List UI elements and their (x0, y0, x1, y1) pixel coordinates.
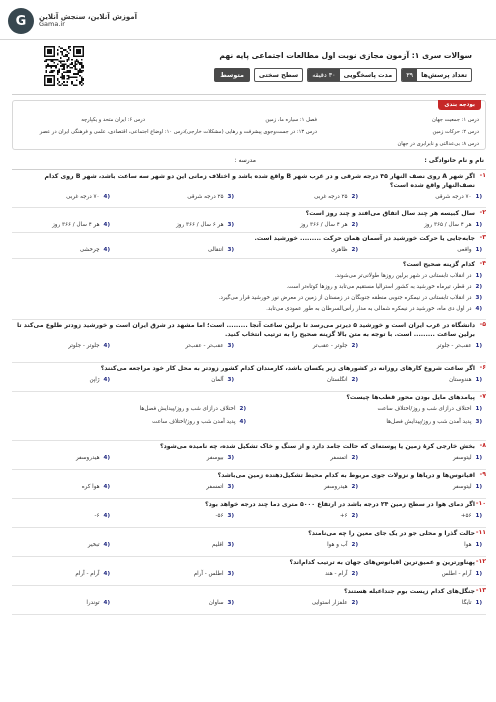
option-label: چرخشی (79, 247, 100, 253)
option-number: 2) (351, 571, 358, 577)
option-number: 4) (103, 194, 110, 200)
question-text: پهناورترین و عمیق‌ترین اقیانوس‌های جهان به ترتیب کدام‌اند؟ (289, 559, 475, 566)
chapter-item: درس ۱۰: اوضاع اجتماعی، اقتصادی، علمی و فرهنگی ایران در عصر (39, 129, 185, 135)
option-label: آلمان (211, 377, 224, 383)
option-label: هیدروسفر (75, 455, 100, 461)
question-text: بخش خارجی کرهٔ زمین یا پوسته‌ای که حالت جامد دارد و از سنگ و خاک تشکیل شده، چه نامیده می‌شود؟ (160, 443, 475, 450)
question-text: اقیانوس‌ها و دریاها و نزولات جوی مربوط به کدام محیط تشکیل‌دهنده زمین می‌باشد؟ (217, 472, 475, 479)
option-number: 1) (475, 194, 482, 200)
question-item (12, 234, 486, 259)
option-number: 2) (351, 542, 358, 548)
option-number: 4) (103, 571, 110, 577)
option-number: 2) (351, 247, 358, 253)
option-label: انگلستان (327, 377, 348, 383)
option-number: 4) (239, 419, 246, 425)
option-number: 4) (103, 222, 110, 228)
question-text: جابه‌جایی یا حرکت خورشید در آسمان همان حرکت ......... خورشید است. (254, 235, 475, 242)
option-label: اختلاف درازای شب و روز/اختلاف ساعت (377, 406, 472, 412)
option-label: در قطر، تیرماه خورشید به کشور استرالیا مستقیم می‌تابد و روزها کوتاه‌تر است. (286, 284, 472, 290)
answer-option[interactable] (266, 306, 482, 312)
difficulty-chip: سطح سختی (254, 68, 303, 82)
option-number: 1) (475, 343, 482, 349)
option-label: واقعی (457, 247, 472, 253)
option-label: ظاهری (330, 247, 348, 253)
chapter-item: درس ۶: ایران متحد و یکپارچه (81, 117, 145, 123)
option-number: 1) (475, 513, 482, 519)
question-text: کدام گزینه صحیح است؟ (402, 261, 475, 268)
answer-option[interactable] (152, 419, 246, 425)
chapter-budget-tag: بودجه بندی (438, 100, 481, 110)
option-label: آرام - هند (325, 571, 348, 577)
answer-option[interactable] (187, 194, 234, 200)
answer-option[interactable] (327, 542, 358, 548)
answer-option[interactable] (340, 513, 358, 519)
option-label: اقلیم (212, 542, 224, 548)
option-number: 4) (103, 343, 110, 349)
question-number: -۵ (479, 321, 486, 328)
answer-option[interactable] (330, 455, 358, 461)
answer-option[interactable] (324, 484, 358, 490)
option-label: آرام - اطلس (441, 571, 472, 577)
option-label: آرام - آرام (75, 571, 100, 577)
duration: ۳۰ دقیقه (308, 69, 339, 81)
chapter-item: درس ۱۳: در جست‌وجوی پیشرفت و رهایی (مشکلات خارجی) (184, 129, 317, 135)
option-label: هوا کره (81, 484, 100, 490)
exam-header (12, 42, 486, 92)
chapter-budget-box (12, 100, 486, 150)
option-number: 4) (103, 455, 110, 461)
option-label: هندوستان (449, 377, 472, 383)
answer-option[interactable] (462, 600, 482, 606)
school-label: مدرسه : (234, 157, 256, 164)
option-number: 4) (103, 600, 110, 606)
student-name-label: نام و نام خانوادگی : (424, 157, 484, 164)
student-info-row (12, 154, 486, 168)
option-number: 3) (475, 295, 482, 301)
option-label: تبخیر (87, 542, 100, 548)
answer-option[interactable] (327, 377, 358, 383)
option-number: 2) (351, 194, 358, 200)
option-label: هر ۴ سال / ۳۶۵ روز (424, 222, 472, 228)
question-number: -۹ (479, 471, 486, 478)
answer-option[interactable] (453, 484, 482, 490)
option-number: 1) (475, 600, 482, 606)
option-number: 4) (103, 247, 110, 253)
answer-option[interactable] (208, 247, 234, 253)
option-number: 3) (227, 484, 234, 490)
chapter-item: درس ۲: حرکات زمین (432, 129, 479, 135)
question-item (12, 500, 486, 528)
top-bar (0, 0, 496, 40)
brand-site: Gama.ir (39, 20, 65, 29)
answer-option[interactable] (75, 571, 110, 577)
answer-option[interactable] (435, 194, 482, 200)
option-number: 2) (351, 455, 358, 461)
option-number: 2) (239, 406, 246, 412)
question-number: -۱۲ (475, 558, 486, 565)
difficulty-badge: متوسط (214, 68, 250, 82)
chapter-item: درس ۱: جمعیت جهان (432, 117, 479, 123)
option-number: 2) (351, 222, 358, 228)
question-item (12, 529, 486, 557)
answer-option[interactable] (82, 484, 110, 490)
option-label: ژاپن (89, 377, 100, 383)
question-text: اگر دمای هوا در سطح زمین ۲۴ درجه باشد در ارتفاع ۵۰۰۰ متری دما چند درجه خواهد بود؟ (205, 501, 475, 508)
option-label: انتقالی (207, 247, 224, 253)
answer-option[interactable] (207, 455, 234, 461)
answer-option[interactable] (209, 600, 234, 606)
answer-option[interactable] (216, 513, 235, 519)
option-label: عقب‌تر - جلوتر (436, 343, 472, 349)
option-label: بیوسفر (206, 455, 224, 461)
question-text: اگر ساعت شروع کارهای روزانه در کشورهای زیر یکسان باشد، کارمندان کدام کشور زودتر به محل کار خود مراجعه می‌کنند؟ (100, 365, 475, 372)
option-label: اتمسفر (330, 455, 348, 461)
question-text: اگر شهر A روی نصف النهار ۴۵ درجه شرقی و در غرب شهر B واقع شده باشد و اختلاف زمانی این دو شهر سه ساعت باشد، شهر B روی کدام نصف‌النهار واقع شده است؟ (44, 173, 475, 189)
option-label: اطلس - آرام (193, 571, 224, 577)
option-number: 1) (475, 571, 482, 577)
option-label: ۶+ (339, 513, 348, 519)
answer-option[interactable] (286, 284, 482, 290)
answer-option[interactable] (52, 222, 110, 228)
question-item (12, 364, 486, 392)
answer-option[interactable] (457, 247, 482, 253)
option-label: در انقلاب تابستانی در نیمکره جنوبی منطقه جنوبگان در زمستان از زمین در معرض نور خورشید قرار می‌گیرد. (218, 295, 472, 301)
answer-option[interactable] (212, 542, 234, 548)
option-number: 3) (227, 542, 234, 548)
answer-option[interactable] (325, 571, 358, 577)
option-number: 1) (475, 247, 482, 253)
option-number: 4) (103, 484, 110, 490)
question-text: سال کبیسه هر چند سال اتفاق می‌افتد و چند روز است؟ (305, 210, 475, 217)
answer-option[interactable] (140, 406, 246, 412)
answer-option[interactable] (68, 343, 110, 349)
option-label: لیتوسفر (452, 484, 472, 490)
option-label: ۲۵ درجه شرقی (187, 194, 224, 200)
question-text: پیامدهای مایل بودن محور قطب‌ها چیست؟ (346, 394, 475, 401)
option-label: علفزار استوایی (311, 600, 348, 606)
answer-option[interactable] (88, 542, 110, 548)
answer-option[interactable] (66, 194, 110, 200)
answer-option[interactable] (449, 377, 482, 383)
question-item (12, 587, 486, 615)
option-number: 4) (103, 513, 110, 519)
answer-option[interactable] (313, 343, 358, 349)
option-label: ۵۶- (215, 513, 224, 519)
question-item (12, 558, 486, 586)
divider (12, 94, 486, 95)
option-label: ۵۶+ (460, 513, 472, 519)
answer-option[interactable] (300, 222, 358, 228)
option-number: 1) (475, 377, 482, 383)
option-number: 2) (351, 377, 358, 383)
option-label: پدید آمدن شب و روز/اختلاف ساعت (152, 419, 236, 425)
option-number: 1) (475, 222, 482, 228)
answer-option[interactable] (219, 295, 482, 301)
question-number: -۲ (479, 209, 486, 216)
option-label: ۶- (94, 513, 100, 519)
option-label: آب و هوا (327, 542, 348, 548)
exam-info-chips (214, 68, 472, 82)
answer-option[interactable] (331, 247, 358, 253)
option-label: عقب‌تر - عقب‌تر (185, 343, 224, 349)
option-number: 2) (351, 343, 358, 349)
answer-option[interactable] (211, 377, 234, 383)
option-number: 1) (475, 542, 482, 548)
option-label: توندرا (86, 600, 100, 606)
option-label: هیدروسفر (323, 484, 348, 490)
answer-option[interactable] (461, 513, 482, 519)
option-number: 3) (227, 222, 234, 228)
option-number: 3) (227, 247, 234, 253)
option-number: 2) (351, 600, 358, 606)
answer-option[interactable] (206, 484, 234, 490)
answer-option[interactable] (442, 571, 482, 577)
option-label: تایگا (461, 600, 472, 606)
chapter-item: فصل ۱: سیاره ما، زمین (265, 117, 317, 123)
duration-chip: مدت پاسخگویی ۳۰ دقیقه (307, 68, 397, 82)
option-number: 2) (351, 513, 358, 519)
question-text: جنگل‌های کدام زیست بوم جنداعبله هستند؟ (344, 588, 475, 595)
answer-option[interactable] (80, 247, 110, 253)
question-text: حالت گذرا و محلی جو در یک جای معین را چه می‌نامند؟ (308, 530, 475, 537)
option-label: جلوتر - عقب‌تر (312, 343, 348, 349)
answer-option[interactable] (464, 542, 482, 548)
question-item (12, 393, 486, 441)
divider (12, 169, 486, 170)
question-number: -۱۳ (475, 587, 486, 594)
option-number: 3) (227, 513, 234, 519)
question-number: -۳ (479, 234, 486, 241)
answer-option[interactable] (95, 513, 111, 519)
option-label: اتمسفر (206, 484, 224, 490)
question-number: -۴ (479, 260, 486, 267)
answer-option[interactable] (378, 406, 483, 412)
answer-option[interactable] (453, 455, 482, 461)
option-number: 3) (475, 419, 482, 425)
answer-option[interactable] (312, 600, 358, 606)
question-text: دانشگاه در غرب ایران است و خورشید ۵ دیرتر می‌رسد تا برلین ساعت آنجا ......... است؛ اما مشهد در شرق ایران است و خورشید زودتر طلوع می‌کند تا برلین ساعت ......... است. با توجه به متن بالا گزینه صحیح را به ترتیب انتخاب کنید. (16, 322, 475, 338)
answer-option[interactable] (335, 273, 482, 279)
option-label: ۷۰ درجه شرقی (435, 194, 472, 200)
option-number: 4) (103, 377, 110, 383)
option-number: 3) (227, 571, 234, 577)
option-number: 2) (475, 284, 482, 290)
question-count-chip: تعداد پرسش‌ها ۳۹ (401, 68, 472, 82)
answer-option[interactable] (314, 194, 358, 200)
option-number: 4) (103, 542, 110, 548)
option-number: 1) (475, 455, 482, 461)
question-number: -۱ (479, 172, 486, 179)
option-label: اختلاف درازای شب و روز/پیدایش فصل‌ها (139, 406, 236, 412)
question-number: -۱۱ (475, 529, 486, 536)
option-number: 2) (351, 484, 358, 490)
question-item (12, 471, 486, 499)
option-label: ۷۰ درجه غربی (66, 194, 100, 200)
question-number: -۶ (479, 364, 486, 371)
question-item (12, 260, 486, 320)
option-number: 3) (227, 600, 234, 606)
gama-logo-icon: G (8, 8, 34, 34)
option-label: هر ۴ سال / ۳۶۶ روز (52, 222, 100, 228)
question-number: -۸ (479, 442, 486, 449)
exam-title: سوالات سری ۱: آزمون مجازی نوبت اول مطالعات اجتماعی پایه نهم (219, 51, 472, 60)
option-label: جلوتر - جلوتر (68, 343, 100, 349)
answer-option[interactable] (424, 222, 482, 228)
answer-option[interactable] (76, 455, 110, 461)
option-label: لیتوسفر (452, 455, 472, 461)
answer-option[interactable] (386, 419, 482, 425)
option-label: ساوان (208, 600, 224, 606)
question-count: ۳۹ (402, 69, 417, 81)
answer-option[interactable] (185, 343, 234, 349)
chapter-item: درس ۸: بی‌عدالتی و نابرابری در جهان (397, 141, 479, 147)
answer-option[interactable] (437, 343, 482, 349)
question-number: -۱۰ (475, 500, 486, 507)
brand[interactable] (8, 8, 137, 34)
option-number: 3) (227, 377, 234, 383)
option-label: در انقلاب تابستانی در شهر برلین روزها طولانی‌تر می‌شوند. (334, 273, 472, 279)
answer-option[interactable] (194, 571, 234, 577)
option-label: پدید آمدن شب و روز/پیدایش فصل‌ها (386, 419, 472, 425)
question-item (12, 442, 486, 470)
option-number: 1) (475, 273, 482, 279)
question-item (12, 209, 486, 233)
question-item (12, 172, 486, 208)
option-number: 3) (227, 343, 234, 349)
option-label: هر ۴ سال / ۳۶۶ روز (300, 222, 348, 228)
option-number: 4) (475, 306, 482, 312)
option-label: هوا (464, 542, 472, 548)
qr-code-icon (44, 46, 84, 86)
option-number: 1) (475, 406, 482, 412)
answer-option[interactable] (176, 222, 234, 228)
option-label: در اول دی ماه، خورشید در نیمکره شمالی به مدار رأس‌السرطان به طور عمودی می‌تابد. (266, 306, 472, 312)
brand-name: آموزش آنلاین، سنجش آنلاین (39, 13, 138, 22)
option-number: 3) (227, 455, 234, 461)
answer-option[interactable] (89, 377, 110, 383)
answer-option[interactable] (86, 600, 110, 606)
option-number: 3) (227, 194, 234, 200)
option-label: ۲۵ درجه غربی (314, 194, 348, 200)
question-item (12, 321, 486, 363)
option-label: هر ۶ سال / ۳۶۶ روز (176, 222, 224, 228)
option-number: 1) (475, 484, 482, 490)
question-number: -۷ (479, 393, 486, 400)
